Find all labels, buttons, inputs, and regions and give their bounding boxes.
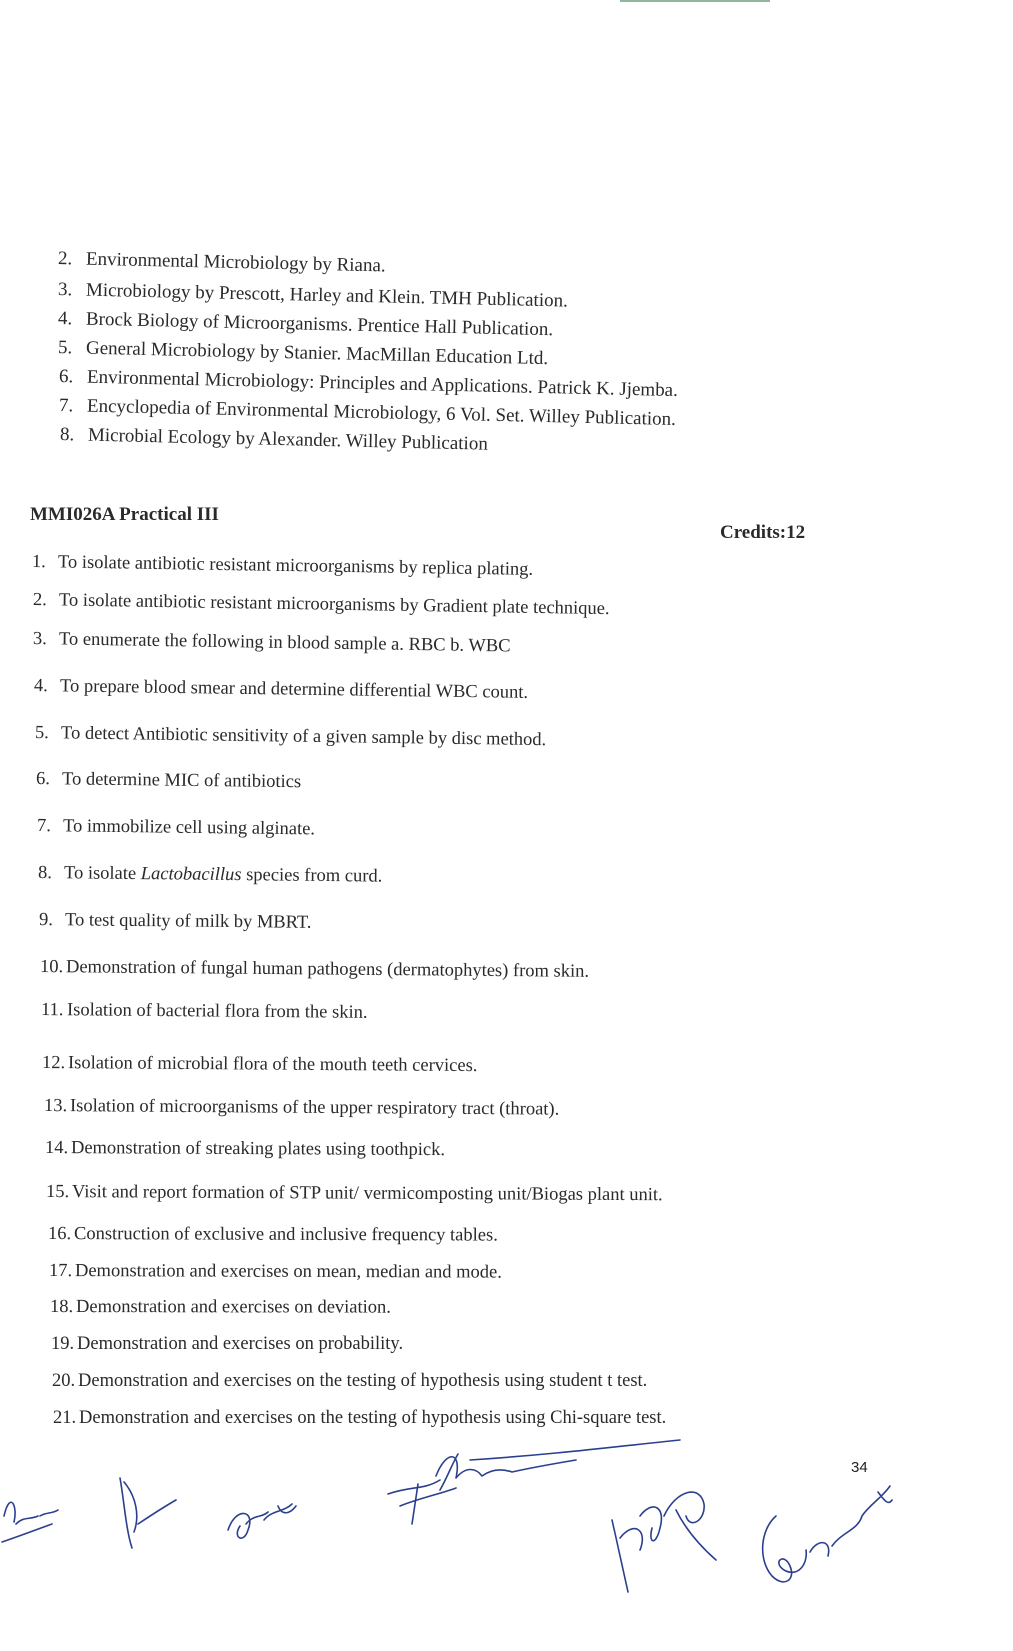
course-title: MMI026A Practical III (30, 504, 219, 525)
practical-text: Demonstration of streaking plates using toothpick. (70, 1138, 446, 1161)
practical-item (40, 957, 589, 983)
page-number: 34 (851, 1459, 868, 1476)
practical-text: To test quality of milk by MBRT. (64, 910, 312, 933)
practical-item (38, 863, 383, 888)
practical-number: 8. (37, 863, 52, 884)
practical-number: 7. (36, 816, 52, 837)
practical-text: Demonstration and exercises on deviation. (75, 1297, 391, 1318)
practical-number: 19. (51, 1334, 75, 1354)
practical-number: 5. (34, 723, 50, 744)
practical-item (52, 1371, 647, 1392)
reference-text: General Microbiology by Stanier. MacMillan Education Ltd. (85, 337, 549, 370)
practical-item (42, 1053, 478, 1077)
practical-number: 11. (40, 1000, 64, 1021)
signatures (0, 1420, 1013, 1651)
practical-text: To enumerate the following in blood sample a. RBC b. WBC (58, 629, 511, 657)
reference-number: 8. (59, 424, 75, 446)
practical-number: 2. (32, 590, 48, 611)
practical-number: 12. (41, 1053, 66, 1074)
practical-text: To isolate antibiotic resistant microorganisms by replica plating. (57, 552, 534, 580)
practical-item (48, 1224, 498, 1247)
practical-text: Isolation of microorganisms of the upper respiratory tract (throat). (69, 1096, 560, 1120)
top-edge-mark (620, 0, 770, 2)
reference-item (60, 424, 488, 456)
reference-text: Encyclopedia of Environmental Microbiology, 6 Vol. Set. Willey Publication. (86, 395, 677, 430)
practical-item (50, 1297, 391, 1319)
reference-number: 3. (57, 279, 73, 301)
reference-text: Microbiology by Prescott, Harley and Klein. TMH Publication. (85, 279, 569, 312)
practical-text: Isolation of bacterial flora from the skin. (66, 1000, 368, 1023)
practical-text: Construction of exclusive and inclusive frequency tables. (73, 1224, 498, 1246)
practical-text: Demonstration and exercises on the testing of hypothesis using Chi-square test. (79, 1408, 667, 1428)
practical-item (33, 590, 610, 620)
practical-item (45, 1138, 445, 1161)
practical-number: 13. (43, 1096, 68, 1117)
practical-number: 3. (32, 629, 48, 650)
practical-text: Visit and report formation of STP unit/ vermicomposting unit/Biogas plant unit. (71, 1182, 663, 1206)
practical-item (51, 1334, 403, 1355)
practical-text: Demonstration of fungal human pathogens (dermatophytes) from skin. (65, 957, 590, 982)
course-credits: Credits:12 (720, 522, 806, 543)
practical-number: 9. (38, 910, 53, 931)
practical-item (39, 910, 312, 934)
practical-number: 17. (48, 1261, 73, 1282)
reference-number: 5. (57, 337, 73, 359)
practical-item (33, 629, 511, 657)
practical-item (36, 769, 301, 793)
reference-text: Brock Biology of Microorganisms. Prentice Hall Publication. (85, 308, 554, 341)
practical-text: To isolate antibiotic resistant microorganisms by Gradient plate technique. (58, 590, 610, 620)
practical-text: Demonstration and exercises on mean, median and mode. (74, 1261, 502, 1283)
signature-3 (228, 1504, 296, 1538)
practical-item (49, 1261, 502, 1284)
signature-1 (2, 1502, 58, 1542)
practical-text: To immobilize cell using alginate. (62, 816, 316, 840)
practical-number: 15. (45, 1182, 70, 1203)
reference-item (58, 279, 568, 313)
practical-item (46, 1182, 663, 1206)
practical-text: To detect Antibiotic sensitivity of a given sample by disc method. (60, 723, 547, 751)
practical-text: Demonstration and exercises on probability. (77, 1334, 404, 1354)
practical-item (41, 1000, 368, 1024)
practical-number: 4. (33, 676, 49, 697)
practical-number: 21. (53, 1408, 77, 1428)
reference-number: 2. (57, 248, 73, 270)
practical-text: To isolate (63, 863, 141, 885)
reference-number: 7. (58, 395, 74, 417)
practical-text: To prepare blood smear and determine differential WBC count. (59, 676, 529, 703)
signature-5 (612, 1492, 716, 1592)
practical-text: Demonstration and exercises on the testing of hypothesis using student t test. (78, 1371, 648, 1391)
practical-item (32, 552, 533, 581)
practical-item (35, 723, 547, 751)
reference-item (58, 308, 554, 341)
reference-text: Environmental Microbiology: Principles and Applications. Patrick K. Jjemba. (86, 366, 679, 402)
practical-text-italic: Lactobacillus (140, 864, 242, 886)
practical-item (37, 816, 315, 840)
practical-number: 20. (52, 1371, 76, 1391)
signature-6 (763, 1486, 892, 1582)
practical-text: Isolation of microbial flora of the mouth teeth cervices. (67, 1053, 478, 1077)
signature-2 (120, 1478, 176, 1548)
practical-number: 6. (35, 769, 51, 790)
practical-item (44, 1096, 559, 1121)
practical-item (34, 676, 528, 704)
practical-number: 10. (39, 957, 64, 978)
practical-text: To determine MIC of antibiotics (61, 769, 302, 793)
reference-item (58, 248, 386, 277)
practical-number: 16. (47, 1224, 72, 1245)
reference-number: 6. (58, 366, 74, 388)
reference-number: 4. (57, 308, 73, 330)
reference-item (58, 337, 549, 370)
practical-number: 1. (31, 552, 47, 573)
reference-text: Microbial Ecology by Alexander. Willey Publication (87, 424, 489, 455)
signature-4 (388, 1440, 680, 1524)
practical-number: 14. (44, 1138, 69, 1159)
reference-text: Environmental Microbiology by Riana. (85, 248, 386, 277)
practical-number: 18. (49, 1297, 74, 1318)
practical-text: species from curd. (241, 865, 383, 887)
